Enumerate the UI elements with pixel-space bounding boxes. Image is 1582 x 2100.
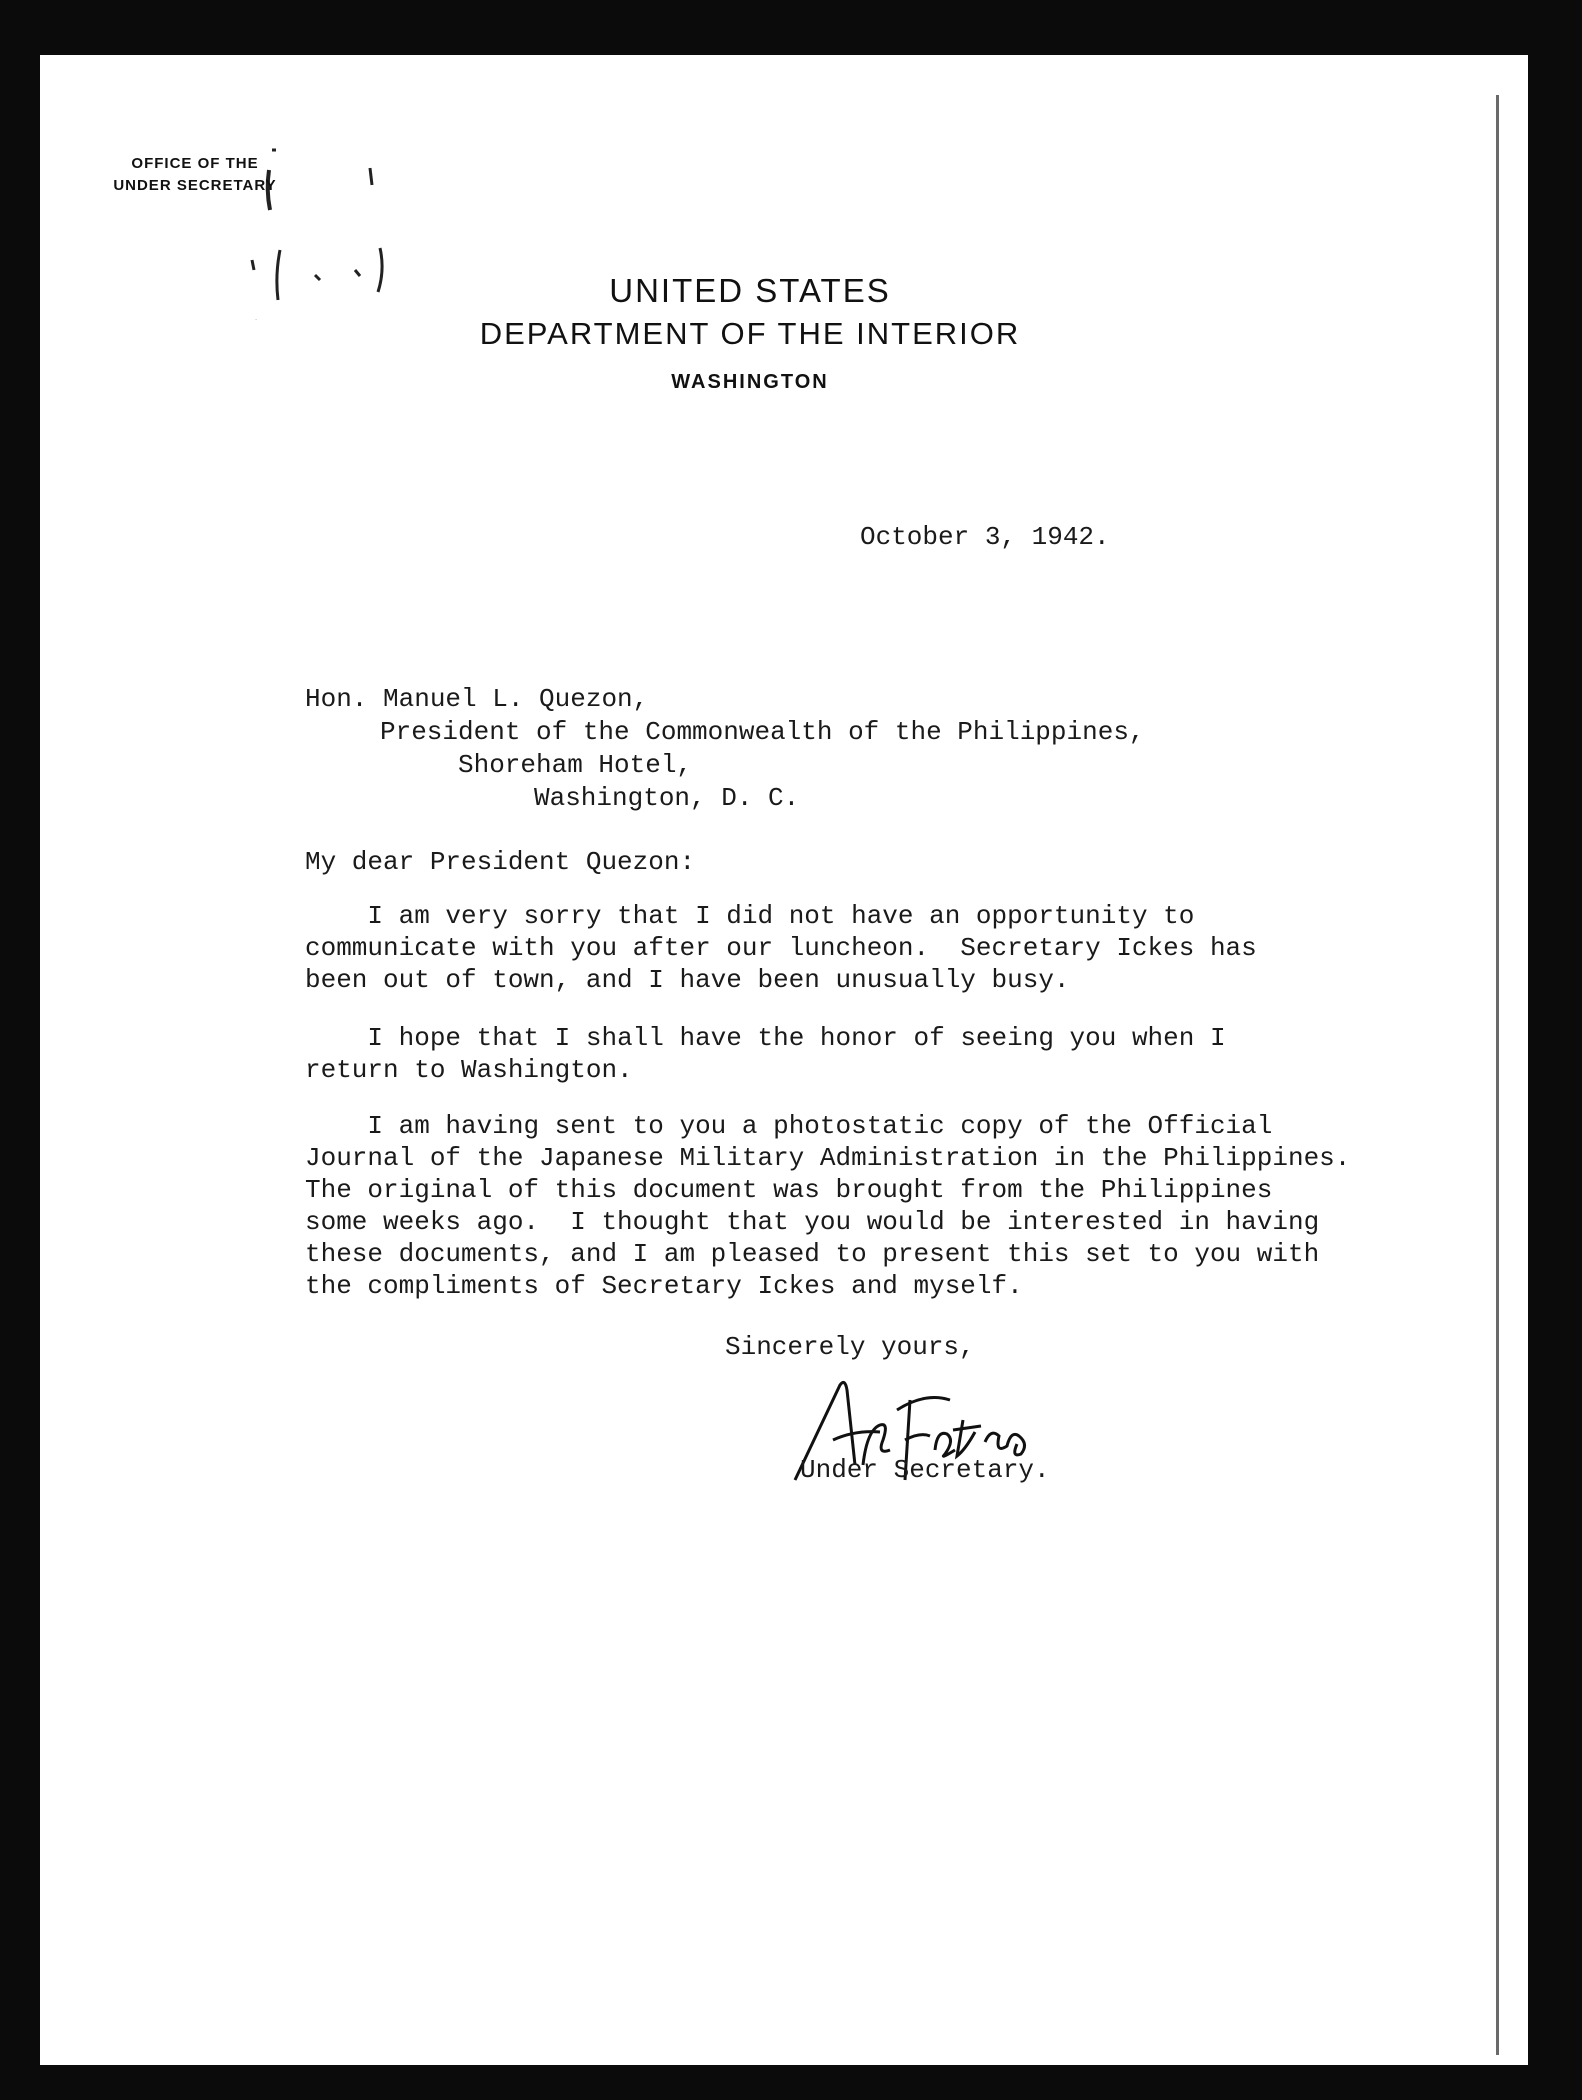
- text-line: the compliments of Secretary Ickes and myself.: [305, 1271, 1023, 1301]
- office-line-1: OFFICE OF THE: [131, 155, 259, 172]
- letterhead-country: UNITED STATES: [609, 272, 891, 309]
- text-line: The original of this document was brought from the Philippines: [305, 1175, 1273, 1205]
- text-line: communicate with you after our luncheon. Secretary Ickes has: [305, 933, 1257, 963]
- signer-title: Under Secretary.: [800, 1455, 1050, 1485]
- text-line: I hope that I shall have the honor of seeing you when I: [367, 1023, 1226, 1053]
- text-line: Journal of the Japanese Military Administration in the Philippines.: [305, 1143, 1351, 1173]
- text-line: been out of town, and I have been unusually busy.: [305, 965, 1070, 995]
- text-line: I am having sent to you a photostatic copy of the Official: [367, 1111, 1273, 1141]
- address-line: Hon. Manuel L. Quezon,: [305, 684, 649, 714]
- paragraph-2: [305, 1022, 1226, 1086]
- address-line: Shoreham Hotel,: [458, 750, 693, 780]
- salutation: My dear President Quezon:: [305, 847, 696, 877]
- address-line: President of the Commonwealth of the Philippines,: [380, 717, 1145, 747]
- letterhead-department: DEPARTMENT OF THE INTERIOR: [479, 316, 1021, 351]
- text-line: return to Washington.: [305, 1055, 633, 1085]
- page-edge: [1496, 95, 1499, 2055]
- text-line: these documents, and I am pleased to present this set to you with: [305, 1239, 1320, 1269]
- paragraph-3: [305, 1110, 1350, 1302]
- text-line: I am very sorry that I did not have an opportunity to: [367, 901, 1195, 931]
- office-label: [80, 153, 310, 197]
- paragraph-1: [305, 900, 1257, 996]
- text-line: some weeks ago. I thought that you would be interested in having: [305, 1207, 1320, 1237]
- letter-date: October 3, 1942.: [860, 522, 1110, 552]
- address-line: Washington, D. C.: [534, 783, 800, 813]
- office-line-2: UNDER SECRETARY: [113, 177, 277, 194]
- letterhead: [360, 270, 1140, 397]
- letterhead-city: WASHINGTON: [671, 371, 829, 393]
- closing: Sincerely yours,: [725, 1332, 975, 1362]
